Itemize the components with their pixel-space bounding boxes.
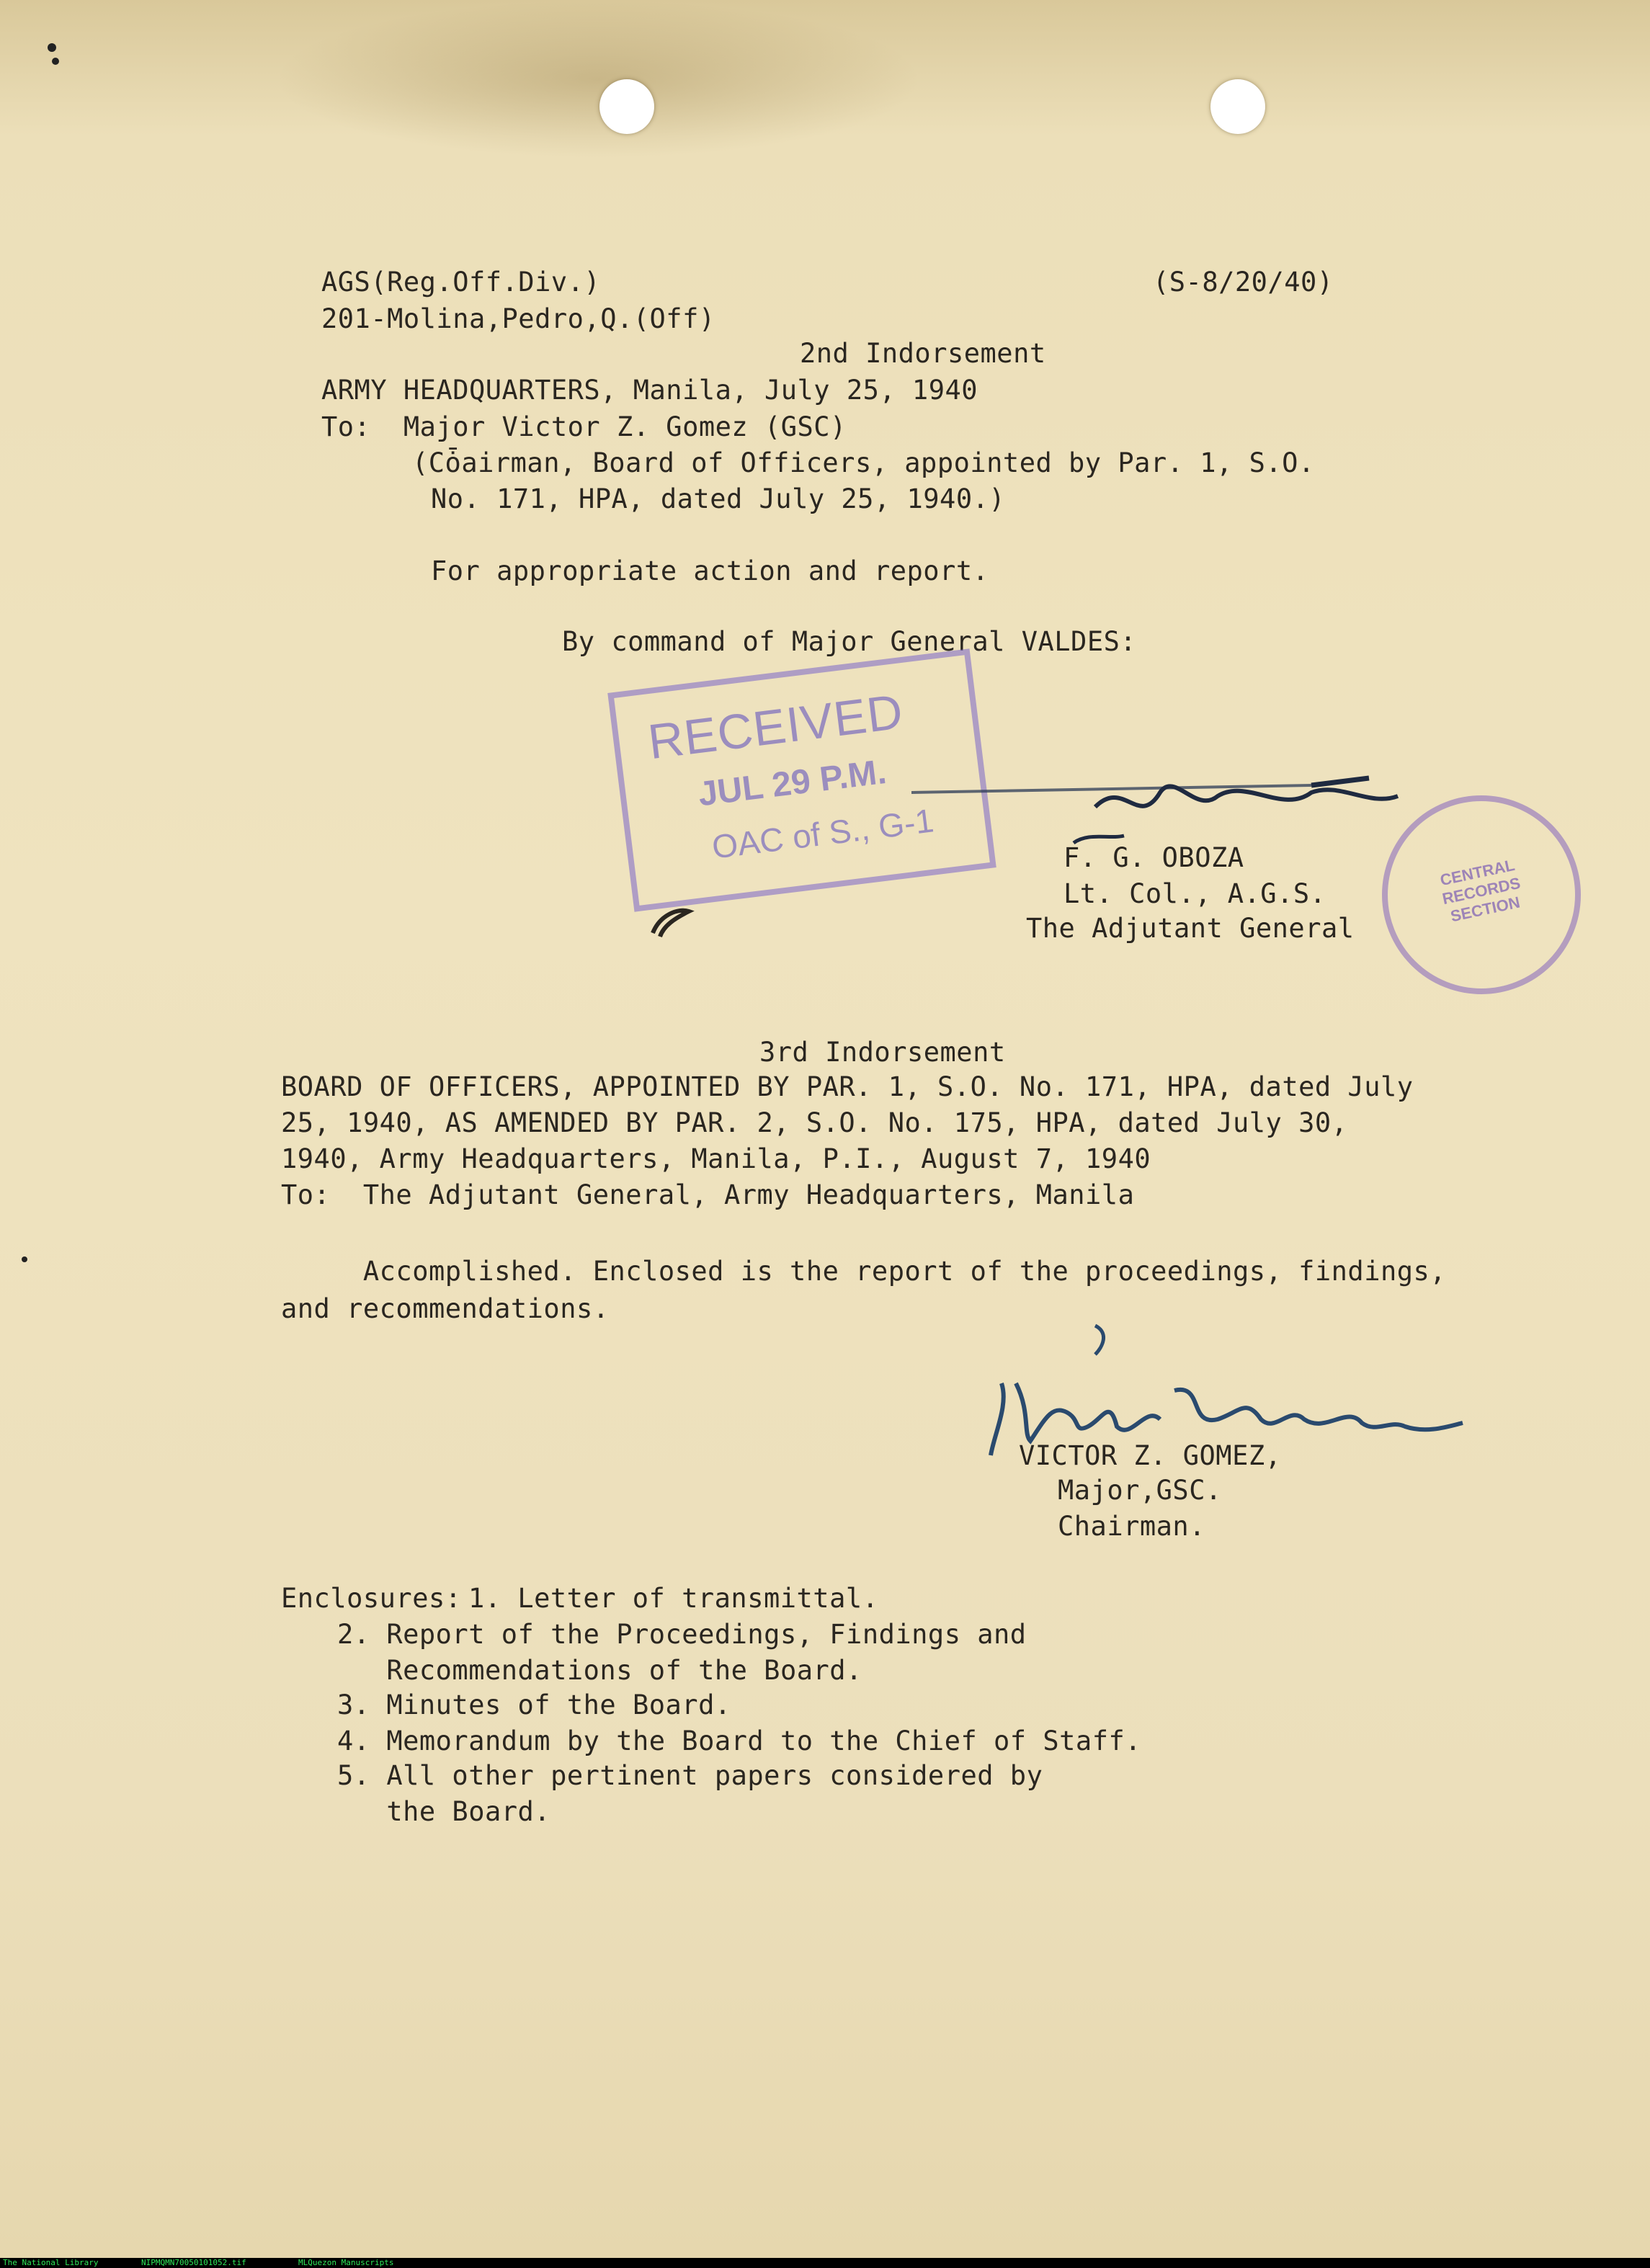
ink-speck <box>52 58 59 65</box>
enclosure-item: 5. All other pertinent papers considered by <box>337 1760 1043 1791</box>
second-indorsement-from: ARMY HEADQUARTERS, Manila, July 25, 1940 <box>321 375 978 406</box>
third-indorsement-title: 3rd Indorsement <box>759 1037 1006 1068</box>
received-stamp-text: RECEIVED <box>645 684 906 770</box>
second-indorsement-body: For appropriate action and report. <box>431 555 989 586</box>
enclosure-item: Recommendations of the Board. <box>337 1655 862 1686</box>
third-indorsement-body: Accomplished. Enclosed is the report of the proceedings, findings, <box>281 1256 1447 1287</box>
footer-collection: MLQuezon Manuscripts <box>298 2258 394 2267</box>
records-seal-text: CENTRAL RECORDS SECTION <box>1438 855 1522 926</box>
paper-stain <box>274 0 922 159</box>
second-indorsement-title: 2nd Indorsement <box>800 338 1046 369</box>
third-indorsement-to: To: The Adjutant General, Army Headquarters, Manila <box>281 1179 1135 1210</box>
enclosure-item: 3. Minutes of the Board. <box>337 1689 731 1720</box>
enclosure-item: 1. Letter of transmittal. <box>468 1583 879 1614</box>
third-indorsement-from: 1940, Army Headquarters, Manila, P.I., August 7, 1940 <box>281 1143 1151 1174</box>
footer-image-file: NIPMQMN70050101052.tif <box>141 2258 246 2267</box>
third-indorsement-from: BOARD OF OFFICERS, APPOINTED BY PAR. 1, S.O. No. 171, HPA, dated July <box>281 1071 1414 1102</box>
ink-speck <box>22 1256 27 1262</box>
pen-mark <box>646 893 703 944</box>
second-indorsement-to-detail: No. 171, HPA, dated July 25, 1940.) <box>431 483 1006 514</box>
gomez-title: Chairman. <box>1058 1511 1205 1542</box>
gomez-name: VICTOR Z. GOMEZ, <box>1019 1440 1282 1471</box>
document-code: (S-8/20/40) <box>1153 267 1334 298</box>
punch-hole-right <box>1210 79 1265 134</box>
file-reference: 201-Molina,Pedro,Q.(Off) <box>321 303 715 334</box>
third-indorsement-body: and recommendations. <box>281 1293 610 1324</box>
oboza-rank: Lt. Col., A.G.S. <box>1063 878 1326 909</box>
gomez-rank: Major,GSC. <box>1058 1475 1222 1506</box>
scan-footer <box>0 2258 1650 2268</box>
received-stamp-office: OAC of S., G-1 <box>710 801 936 866</box>
third-indorsement-from: 25, 1940, AS AMENDED BY PAR. 2, S.O. No. 175, HPA, dated July 30, <box>281 1107 1348 1138</box>
enclosures-label: Enclosures: <box>281 1583 462 1614</box>
enclosure-item: the Board. <box>337 1796 551 1827</box>
second-indorsement-to: To: Major Victor Z. Gomez (GSC) <box>321 411 847 442</box>
received-stamp-date: JUL 29 P.M. <box>696 752 889 814</box>
office-code: AGS(Reg.Off.Div.) <box>321 267 601 298</box>
oboza-title: The Adjutant General <box>1026 913 1355 944</box>
enclosure-item: 2. Report of the Proceedings, Findings and <box>337 1619 1027 1650</box>
records-seal <box>1382 795 1581 994</box>
punch-hole-left <box>599 79 654 134</box>
command-line: By command of Major General VALDES: <box>562 626 1137 657</box>
footer-library: The National Library <box>3 2258 99 2267</box>
second-indorsement-to-detail: (Cȱairman, Board of Officers, appointed by Par. 1, S.O. <box>412 447 1315 478</box>
ink-speck <box>48 43 56 52</box>
oboza-name: F. G. OBOZA <box>1063 842 1244 873</box>
enclosure-item: 4. Memorandum by the Board to the Chief of Staff. <box>337 1725 1142 1756</box>
